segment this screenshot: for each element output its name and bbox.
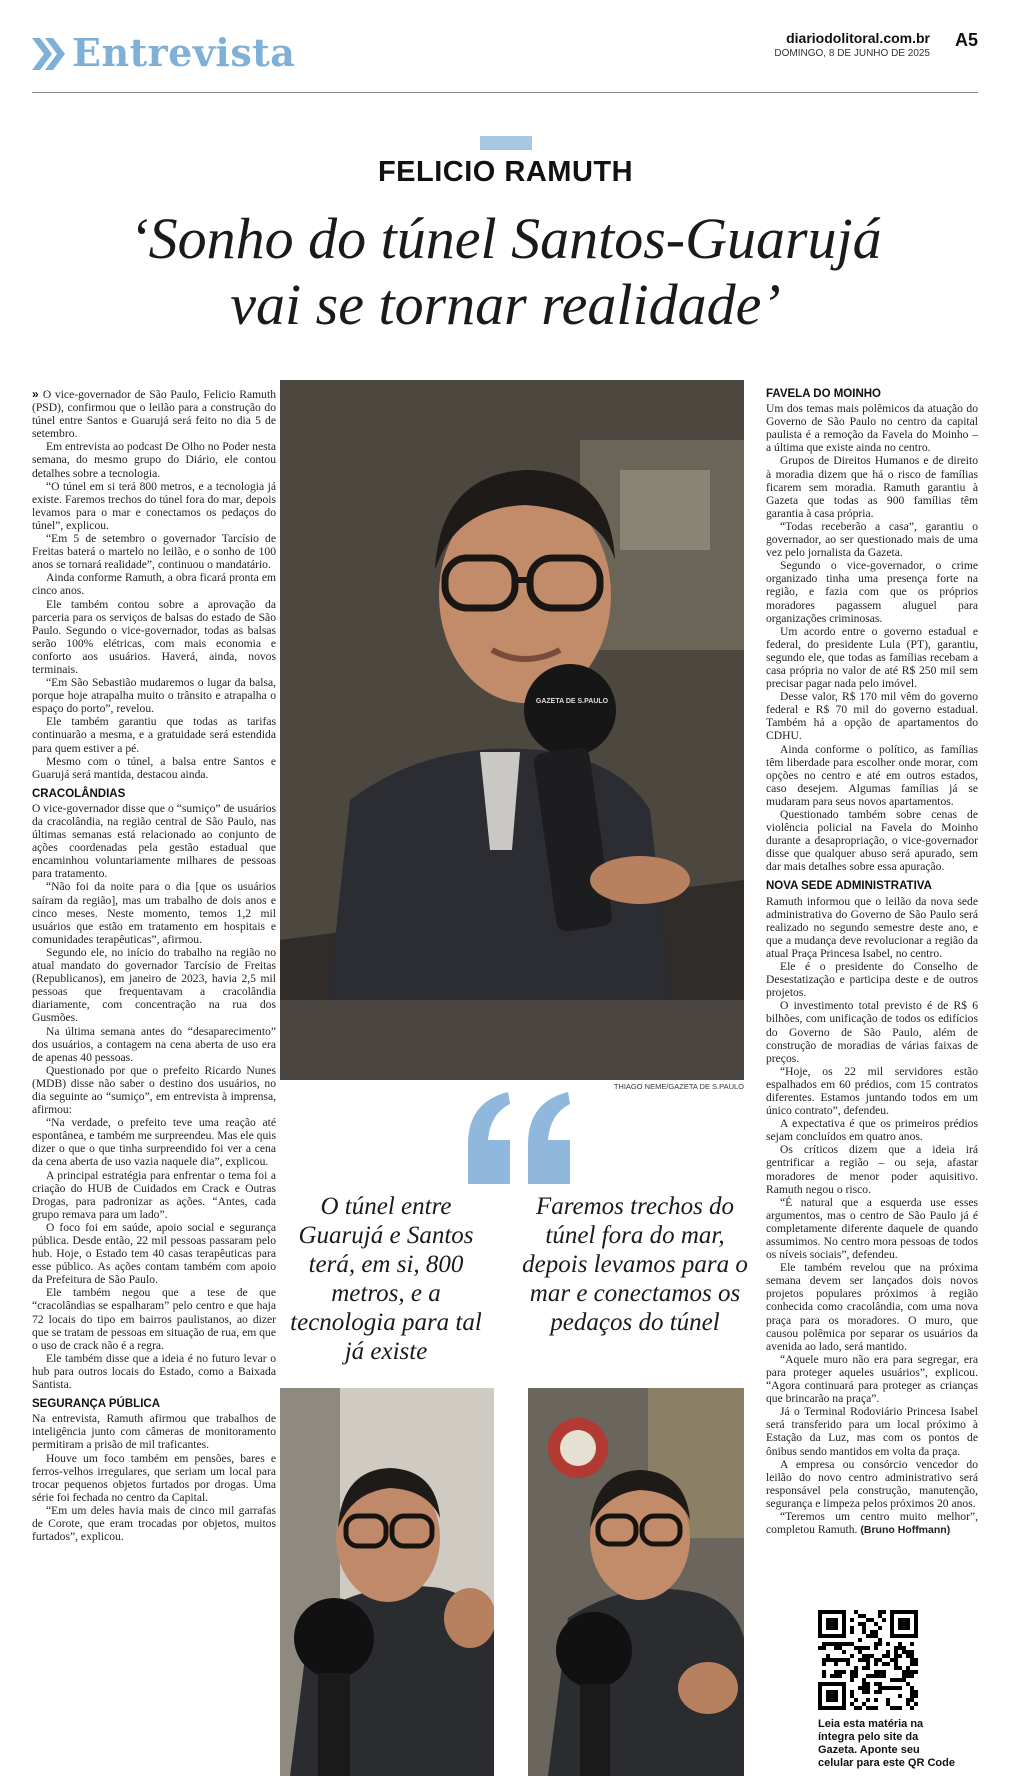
body-paragraph: Na última semana antes do “desaparecimento” dos usuários, a contagem na cena aberta de uso era de apenas 40 pessoas.: [32, 1024, 276, 1064]
body-paragraph: Ainda conforme Ramuth, a obra ficará pronta em cinco anos.: [32, 571, 276, 598]
body-paragraph: Ainda conforme o político, as famílias têm liberdade para escolher onde morar, com opções no centro e até em outros estados, caso desejem. Algumas famílias já se mudaram para seus novos apartamentos.: [766, 742, 978, 808]
body-paragraph: Questionado também sobre cenas de violência policial na Favela do Moinho durante a desapropriação, o vice-governador disse que qualquer abuso será apurado, sem dar mais detalhes sobre essa apuração.: [766, 808, 978, 874]
body-paragraph: Ele também contou sobre a aprovação da parceria para os serviços de balsas do estado de São Paulo. Segundo o vice-governador, todas as balsas serão 100% elétricas, com mais economia e conforto aos usuários. Haverá, ainda, novos terminais.: [32, 597, 276, 676]
column-right: [766, 388, 978, 1537]
body-paragraph: “Aquele muro não era para segregar, era para proteger aqueles usuários”, explicou. “Agora continuará para proteger as crianças que brincarão na praça”.: [766, 1352, 978, 1406]
body-paragraph: Já o Terminal Rodoviário Princesa Isabel será transferido para um local próximo à Estação da Luz, mas com os pontos de ônibus sendo mantidos em volta da praça.: [766, 1405, 978, 1458]
headline-line-2: vai se tornar realidade’: [230, 272, 781, 337]
kicker: FELICIO RAMUTH: [377, 156, 634, 188]
body-text: O vice-governador de São Paulo, Felicio Ramuth (PSD), confirmou que o leilão para a construção do túnel entre Santos e Guarujá será feito no dia 5 de setembro.: [32, 388, 276, 441]
byline: (Bruno Hoffmann): [857, 1524, 951, 1537]
body-paragraph: Um dos temas mais polêmicos da atuação do Governo de São Paulo no centro da capital paulista é a remoção da Favela do Moinho – a última que existe ainda no centro.: [766, 402, 978, 455]
body-paragraph: A principal estratégia para enfrentar o tema foi a criação do HUB de Cuidados em Crack e Outras Drogas, para padronizar as ações. “Antes, cada grupo remava para um lado”.: [32, 1168, 276, 1221]
body-paragraph: “Hoje, os 22 mil servidores estão espalhados em 60 prédios, com 15 contratos diferentes. Estamos juntando todos em um único contrato”, defendeu.: [766, 1064, 978, 1118]
photo-credit: THIAGO NEME/GAZETA DE S.PAULO: [613, 1082, 744, 1091]
subhead-cracolandias: CRACOLÂNDIAS: [32, 787, 126, 800]
col3a-body: [766, 402, 978, 873]
body-paragraph: O vice-governador disse que o “sumiço” de usuários da cracolândia, na região central de São Paulo, nas últimas semanas está relacionado ao conjunto de ações coordenadas pela gestão estadual que encaminhou voluntariamente milhares de pessoas para tratamento.: [32, 801, 276, 881]
header-divider: [32, 92, 978, 93]
site-url[interactable]: diariodolitoral.com.br: [786, 30, 930, 46]
chevron-right-icon: [32, 34, 66, 74]
main-photo: [280, 380, 744, 1080]
body-paragraph: Segundo ele, no início do trabalho na região no atual mandato do governador Tarcísio de Freitas (Republicanos), em janeiro de 2023, havia 2,5 mil pessoas que frequentavam a cracolândia diariamente, com concentração na rua dos Gusmões.: [32, 945, 276, 1025]
body-paragraph: “Teremos um centro muito melhor”, completou Ramuth. (Bruno Hoffmann): [766, 1509, 978, 1537]
col1-body: [32, 388, 276, 781]
qr-code[interactable]: [818, 1610, 918, 1710]
lead-marker-icon: »: [32, 387, 43, 401]
mic-label: GAZETA DE S.PAULO: [535, 698, 609, 705]
portrait-illustration: [280, 380, 744, 1080]
body-paragraph: Houve um foco também em pensões, bares e ferros-velhos irregulares, que seriam um local para trocar pequenos objetos furtados por drogas. Uma série foi fechada no centro da Capital.: [32, 1451, 276, 1504]
col1b-body: [32, 802, 276, 1391]
qr-caption: Leia esta matéria na íntegra pelo site da Gazeta. Aponte seu celular para este QR Code: [818, 1718, 955, 1769]
section-title: Entrevista: [72, 30, 296, 75]
page-header: [32, 26, 978, 94]
body-paragraph: Segundo o vice-governador, o crime organizado tinha uma presença forte na região, e fazia com que os próprios moradores pagassem aluguel para organizações criminosas.: [766, 559, 978, 625]
body-paragraph: Ele é o presidente do Conselho de Desestatização e participa deste e de outros projetos.: [766, 960, 978, 1000]
col3b-body: [766, 895, 978, 1538]
page-number: A5: [954, 30, 978, 50]
body-paragraph: A empresa ou consórcio vencedor do leilão do novo centro administrativo será responsável pela construção, manutenção, segurança e limpeza pelos próximos 20 anos.: [766, 1457, 978, 1510]
body-paragraph: Os críticos dizem que a ideia irá gentrificar a região – ou seja, afastar moradores de menor poder aquisitivo. Ramuth negou o risco.: [766, 1143, 978, 1196]
body-paragraph: [32, 388, 276, 440]
body-paragraph: Grupos de Direitos Humanos e de direito à moradia dizem que há o risco de famílias ficarem sem moradia. Ramuth garantiu à Gazeta que todas as 900 famílias têm garantia à casa própria.: [766, 454, 978, 520]
body-paragraph: “É natural que a esquerda use esses argumentos, mas o centro de São Paulo já é completamente diferente daquele de quando assumimos. No centro mora pessoas de todos os níveis sociais”, defendeu.: [766, 1195, 978, 1262]
photo-bottom-right-illustration: [528, 1388, 744, 1776]
photo-bottom-left: [280, 1388, 494, 1776]
body-paragraph: Ramuth informou que o leilão da nova sede administrativa do Governo de São Paulo será realizado no segundo semestre deste ano, e que a mudança deve revolucionar a região da atual Praça Princesa Isabel, no centro.: [766, 894, 978, 960]
headline-line-1: ‘Sonho do túnel Santos-Guarujá: [129, 206, 882, 271]
pull-quote-left: O túnel entre Guarujá e Santos terá, em si, 800 metros, e a tecnologia para tal já existe: [290, 1193, 482, 1365]
body-paragraph: Ele também garantiu que todas as tarifas continuarão a mesma, e a gratuidade será estendida para quem estiver a pé.: [32, 715, 276, 755]
headline: [0, 206, 1011, 338]
body-paragraph: Ele também disse que a ideia é no futuro levar o hub para outros locais do Estado, como a Baixada Santista.: [32, 1351, 276, 1392]
subhead-sede: NOVA SEDE ADMINISTRATIVA: [766, 880, 932, 893]
quote-marks-icon: [460, 1092, 580, 1188]
body-paragraph: Um acordo entre o governo estadual e federal, do presidente Lula (PT), garantiu, segundo ele, que todas as famílias recebam a casa própria no valor de até R$ 250 mil sem precisar pagar nada pelo imóvel.: [766, 624, 978, 691]
column-left: [32, 388, 276, 1543]
kicker-accent-bar: [480, 136, 532, 150]
body-paragraph: O investimento total previsto é de R$ 6 bilhões, com unificação de todos os edifícios do Governo de São Paulo, além de construção de moradias de várias faixas de preços.: [766, 999, 978, 1065]
subhead-favela: FAVELA DO MOINHO: [766, 388, 881, 400]
body-paragraph: A expectativa é que os primeiros prédios sejam concluídos em quatro anos.: [766, 1117, 978, 1144]
pull-quote-right: Faremos trechos do túnel fora do mar, depois levamos para o mar e conectamos os pedaços do túnel: [522, 1193, 748, 1336]
photo-bottom-right: [528, 1388, 744, 1776]
col1c-body: [32, 1412, 276, 1543]
body-paragraph: “Não foi da noite para o dia [que os usuários saíram da região], mas um trabalho de dois anos e cinco meses. Neste momento, temos 1,2 mil usuários que estão em tratamento em hospitais e comunidades terapêuticas”, afirmou.: [32, 880, 276, 946]
body-paragraph: “Em 5 de setembro o governador Tarcísio de Freitas baterá o martelo no leilão, e o sonho de 100 anos se tornará realidade”, continuou o mandatário.: [32, 532, 276, 572]
body-paragraph: Mesmo com o túnel, a balsa entre Santos e Guarujá será mantida, destacou ainda.: [32, 754, 276, 781]
body-paragraph: O foco foi em saúde, apoio social e segurança pública. Desde então, 22 mil pessoas passaram pelo hub. Hoje, o Estado tem 40 casas terapêuticas para esse público. As ações contam também com apoio da Prefeitura de São Paulo.: [32, 1220, 276, 1287]
subhead-seguranca: SEGURANÇA PÚBLICA: [32, 1398, 160, 1411]
body-paragraph: Desse valor, R$ 170 mil vêm do governo federal e R$ 70 mil do governo estadual. Também há a opção de apartamentos do CDHU.: [766, 690, 978, 743]
body-paragraph: Em entrevista ao podcast De Olho no Poder nesta semana, do mesmo grupo do Diário, ele contou detalhes sobre a tecnologia.: [32, 440, 276, 480]
dateline: DOMINGO, 8 DE JUNHO DE 2025: [774, 48, 930, 59]
body-paragraph: Ele também negou que a tese de que “cracolândias se espalharam” pelo centro e que haja 72 locais do tipo em bairros paulistanos, ao dizer que se tratam de pessoas em situação de rua, em que o uso de crack não é a regra.: [32, 1286, 276, 1352]
body-paragraph: “Em São Sebastião mudaremos o lugar da balsa, porque hoje atrapalha muito o trânsito e atrapalha o espaço do porto”, revelou.: [32, 676, 276, 716]
body-paragraph: Na entrevista, Ramuth afirmou que trabalhos de inteligência junto com câmeras de monitoramento permitiram a prisão de mil traficantes.: [32, 1412, 276, 1452]
body-paragraph: “Na verdade, o prefeito teve uma reação até espontânea, e também me surpreendeu. Mas ele quis dizer o que o que tinha surpreendido foi ver a cena da cena aberta de uso vazia naquele dia”, explicou.: [32, 1116, 276, 1169]
body-paragraph: “Em um deles havia mais de cinco mil garrafas de Corote, que eram trocadas por objetos, muitos furtados”, explicou.: [32, 1503, 276, 1544]
body-paragraph: “Todas receberão a casa”, garantiu o governador, ao ser questionado mais de uma vez pelo jornalista da Gazeta.: [766, 519, 978, 560]
body-paragraph: Questionado por que o prefeito Ricardo Nunes (MDB) disse não saber o destino dos usuários, no dia seguinte ao “sumiço”, em entrevista à imprensa, afirmou:: [32, 1063, 276, 1117]
body-paragraph: Ele também revelou que na próxima semana devem ser lançados dois novos projetos populares próximos à região conhecida como cracolândia, com uma nova praça para os moradores. O muro, que causou polêmica por separar os usuários da avenida ao lado, será mantido.: [766, 1261, 978, 1353]
photo-bottom-left-illustration: [280, 1388, 494, 1776]
body-paragraph: “O túnel em si terá 800 metros, e a tecnologia já existe. Faremos trechos do túnel fora do mar, depois levamos para o mar e conectamos os pedaços do túnel”, explicou.: [32, 479, 276, 532]
